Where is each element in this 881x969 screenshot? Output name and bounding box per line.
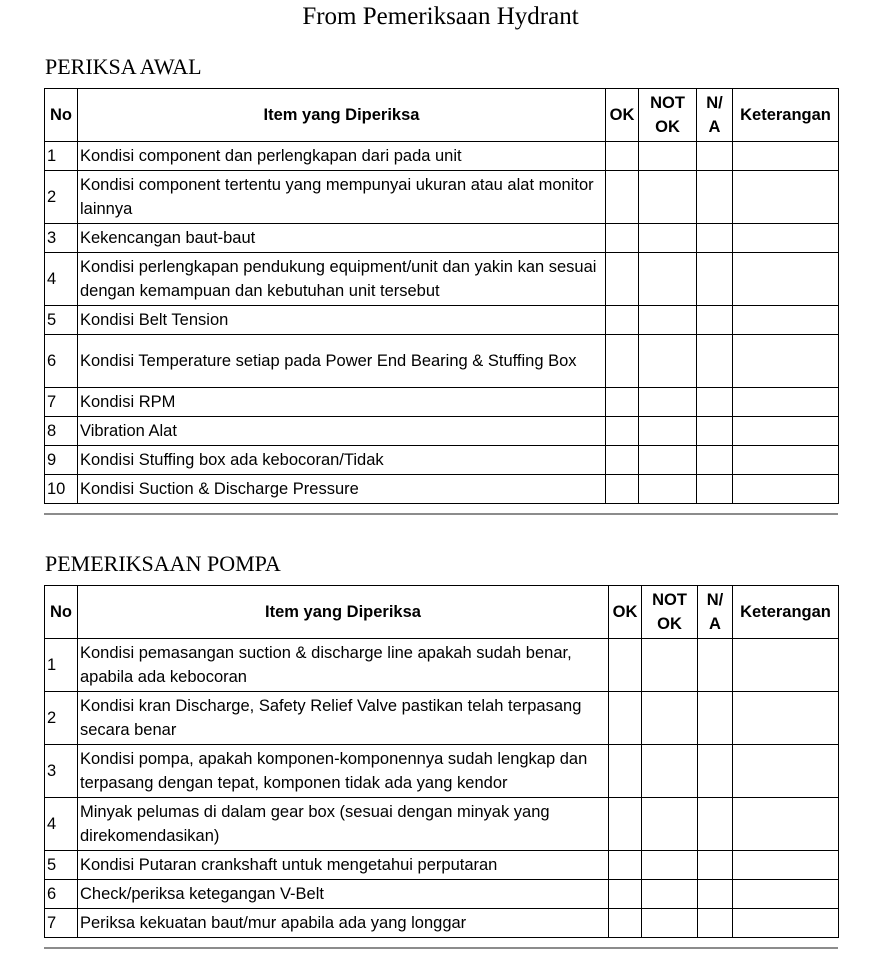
na-cell[interactable] (698, 851, 733, 880)
col-header-no: No (45, 586, 78, 639)
page-title: From Pemeriksaan Hydrant (302, 3, 579, 30)
na-cell[interactable] (698, 798, 733, 851)
not-ok-cell[interactable] (639, 306, 697, 335)
row-item: Minyak pelumas di dalam gear box (sesuai dengan minyak yang direkomendasikan) (78, 798, 609, 851)
row-no: 6 (45, 335, 78, 388)
keterangan-cell[interactable] (733, 335, 839, 388)
table-row (45, 692, 839, 745)
row-item: Kekencangan baut-baut (78, 224, 606, 253)
not-ok-line-1: NOT (650, 94, 685, 112)
not-ok-cell[interactable] (642, 745, 698, 798)
ok-cell[interactable] (606, 224, 639, 253)
col-header-item: Item yang Diperiksa (78, 89, 606, 142)
ok-cell[interactable] (606, 306, 639, 335)
table-row (45, 253, 839, 306)
col-header-not-ok (639, 89, 697, 142)
col-header-no: No (45, 89, 78, 142)
row-no: 2 (45, 171, 78, 224)
keterangan-cell[interactable] (733, 142, 839, 171)
pemeriksaan-pompa-table (44, 585, 839, 938)
keterangan-cell[interactable] (733, 851, 839, 880)
table-row (45, 639, 839, 692)
row-no: 5 (45, 851, 78, 880)
row-item: Kondisi Temperature setiap pada Power End Bearing & Stuffing Box (78, 335, 606, 388)
keterangan-cell[interactable] (733, 253, 839, 306)
not-ok-line-2: OK (657, 615, 682, 633)
col-header-ok: OK (606, 89, 639, 142)
na-line-2: A (709, 615, 721, 633)
row-no: 3 (45, 224, 78, 253)
table-row (45, 224, 839, 253)
row-item: Kondisi kran Discharge, Safety Relief Valve pastikan telah terpasang secara benar (78, 692, 609, 745)
na-cell[interactable] (698, 639, 733, 692)
row-item: Vibration Alat (78, 417, 606, 446)
row-item: Kondisi Stuffing box ada kebocoran/Tidak (78, 446, 606, 475)
row-no: 7 (45, 909, 78, 938)
col-header-ok: OK (609, 586, 642, 639)
row-item: Kondisi component tertentu yang mempunyai ukuran atau alat monitor lainnya (78, 171, 606, 224)
table-row (45, 335, 839, 388)
keterangan-cell[interactable] (733, 880, 839, 909)
not-ok-line-2: OK (655, 118, 680, 136)
keterangan-cell[interactable] (733, 388, 839, 417)
ok-cell[interactable] (606, 142, 639, 171)
section-title-periksa-awal: PERIKSA AWAL (45, 54, 202, 79)
not-ok-cell[interactable] (642, 798, 698, 851)
ok-cell[interactable] (606, 253, 639, 306)
keterangan-cell[interactable] (733, 909, 839, 938)
not-ok-cell[interactable] (639, 417, 697, 446)
ok-cell[interactable] (609, 909, 642, 938)
not-ok-cell[interactable] (639, 142, 697, 171)
na-line-2: A (708, 118, 721, 136)
na-cell[interactable] (698, 909, 733, 938)
table-row (45, 851, 839, 880)
row-no: 1 (45, 639, 78, 692)
na-cell[interactable] (697, 335, 733, 388)
keterangan-cell[interactable] (733, 417, 839, 446)
row-no: 9 (45, 446, 78, 475)
ok-cell[interactable] (609, 692, 642, 745)
table-row (45, 171, 839, 224)
section-divider (44, 947, 838, 949)
na-cell[interactable] (698, 692, 733, 745)
table-header-row (45, 586, 839, 639)
ok-cell[interactable] (609, 851, 642, 880)
ok-cell[interactable] (606, 446, 639, 475)
na-cell[interactable] (697, 224, 733, 253)
not-ok-cell[interactable] (642, 880, 698, 909)
keterangan-cell[interactable] (733, 171, 839, 224)
ok-cell[interactable] (609, 798, 642, 851)
keterangan-cell[interactable] (733, 692, 839, 745)
table-row (45, 446, 839, 475)
ok-cell[interactable] (609, 745, 642, 798)
keterangan-cell[interactable] (733, 639, 839, 692)
row-no: 8 (45, 417, 78, 446)
row-item: Kondisi Belt Tension (78, 306, 606, 335)
table-row (45, 417, 839, 446)
not-ok-cell[interactable] (639, 335, 697, 388)
na-cell[interactable] (697, 306, 733, 335)
na-cell[interactable] (698, 880, 733, 909)
table-row (45, 142, 839, 171)
na-cell[interactable] (697, 475, 733, 504)
table-row (45, 745, 839, 798)
not-ok-cell[interactable] (639, 224, 697, 253)
row-no: 6 (45, 880, 78, 909)
ok-cell[interactable] (606, 335, 639, 388)
row-no: 7 (45, 388, 78, 417)
row-no: 4 (45, 798, 78, 851)
na-line-1: N/ (706, 94, 723, 112)
keterangan-cell[interactable] (733, 745, 839, 798)
table-row (45, 880, 839, 909)
ok-cell[interactable] (606, 171, 639, 224)
row-no: 2 (45, 692, 78, 745)
na-cell[interactable] (697, 171, 733, 224)
na-line-1: N/ (706, 591, 724, 609)
table-row (45, 909, 839, 938)
ok-cell[interactable] (606, 417, 639, 446)
na-cell[interactable] (697, 417, 733, 446)
keterangan-cell[interactable] (733, 306, 839, 335)
table-row (45, 388, 839, 417)
keterangan-cell[interactable] (733, 224, 839, 253)
ok-cell[interactable] (609, 639, 642, 692)
col-header-na (697, 89, 733, 142)
not-ok-cell[interactable] (642, 851, 698, 880)
not-ok-cell[interactable] (639, 253, 697, 306)
col-header-item: Item yang Diperiksa (78, 586, 609, 639)
not-ok-cell[interactable] (639, 446, 697, 475)
ok-cell[interactable] (609, 880, 642, 909)
na-cell[interactable] (697, 446, 733, 475)
not-ok-line-1: NOT (652, 591, 687, 609)
not-ok-cell[interactable] (642, 639, 698, 692)
row-item: Kondisi pompa, apakah komponen-komponennya sudah lengkap dan terpasang dengan tepat, komponen tidak ada yang kendor (78, 745, 609, 798)
row-no: 5 (45, 306, 78, 335)
row-item: Kondisi pemasangan suction & discharge line apakah sudah benar, apabila ada kebocoran (78, 639, 609, 692)
not-ok-cell[interactable] (642, 692, 698, 745)
row-no: 3 (45, 745, 78, 798)
not-ok-cell[interactable] (639, 475, 697, 504)
periksa-awal-table (44, 88, 839, 504)
table-row (45, 306, 839, 335)
row-item: Kondisi component dan perlengkapan dari pada unit (78, 142, 606, 171)
col-header-keterangan: Keterangan (733, 586, 839, 639)
row-item: Kondisi perlengkapan pendukung equipment/unit dan yakin kan sesuai dengan kemampuan dan kebutuhan unit tersebut (78, 253, 606, 306)
table-row (45, 475, 839, 504)
ok-cell[interactable] (606, 388, 639, 417)
not-ok-cell[interactable] (639, 388, 697, 417)
col-header-na (698, 586, 733, 639)
row-item: Check/periksa ketegangan V-Belt (78, 880, 609, 909)
col-header-keterangan: Keterangan (733, 89, 839, 142)
row-item: Kondisi RPM (78, 388, 606, 417)
col-header-not-ok (642, 586, 698, 639)
ok-cell[interactable] (606, 475, 639, 504)
keterangan-cell[interactable] (733, 798, 839, 851)
na-cell[interactable] (697, 253, 733, 306)
row-no: 10 (45, 475, 78, 504)
table-header-row (45, 89, 839, 142)
row-no: 4 (45, 253, 78, 306)
na-cell[interactable] (697, 142, 733, 171)
row-item: Kondisi Suction & Discharge Pressure (78, 475, 606, 504)
section-divider (44, 513, 838, 515)
keterangan-cell[interactable] (733, 475, 839, 504)
table-row (45, 798, 839, 851)
not-ok-cell[interactable] (639, 171, 697, 224)
row-item: Kondisi Putaran crankshaft untuk mengetahui perputaran (78, 851, 609, 880)
na-cell[interactable] (698, 745, 733, 798)
row-no: 1 (45, 142, 78, 171)
section-title-pemeriksaan-pompa: PEMERIKSAAN POMPA (45, 551, 281, 576)
keterangan-cell[interactable] (733, 446, 839, 475)
not-ok-cell[interactable] (642, 909, 698, 938)
row-item: Periksa kekuatan baut/mur apabila ada yang longgar (78, 909, 609, 938)
na-cell[interactable] (697, 388, 733, 417)
